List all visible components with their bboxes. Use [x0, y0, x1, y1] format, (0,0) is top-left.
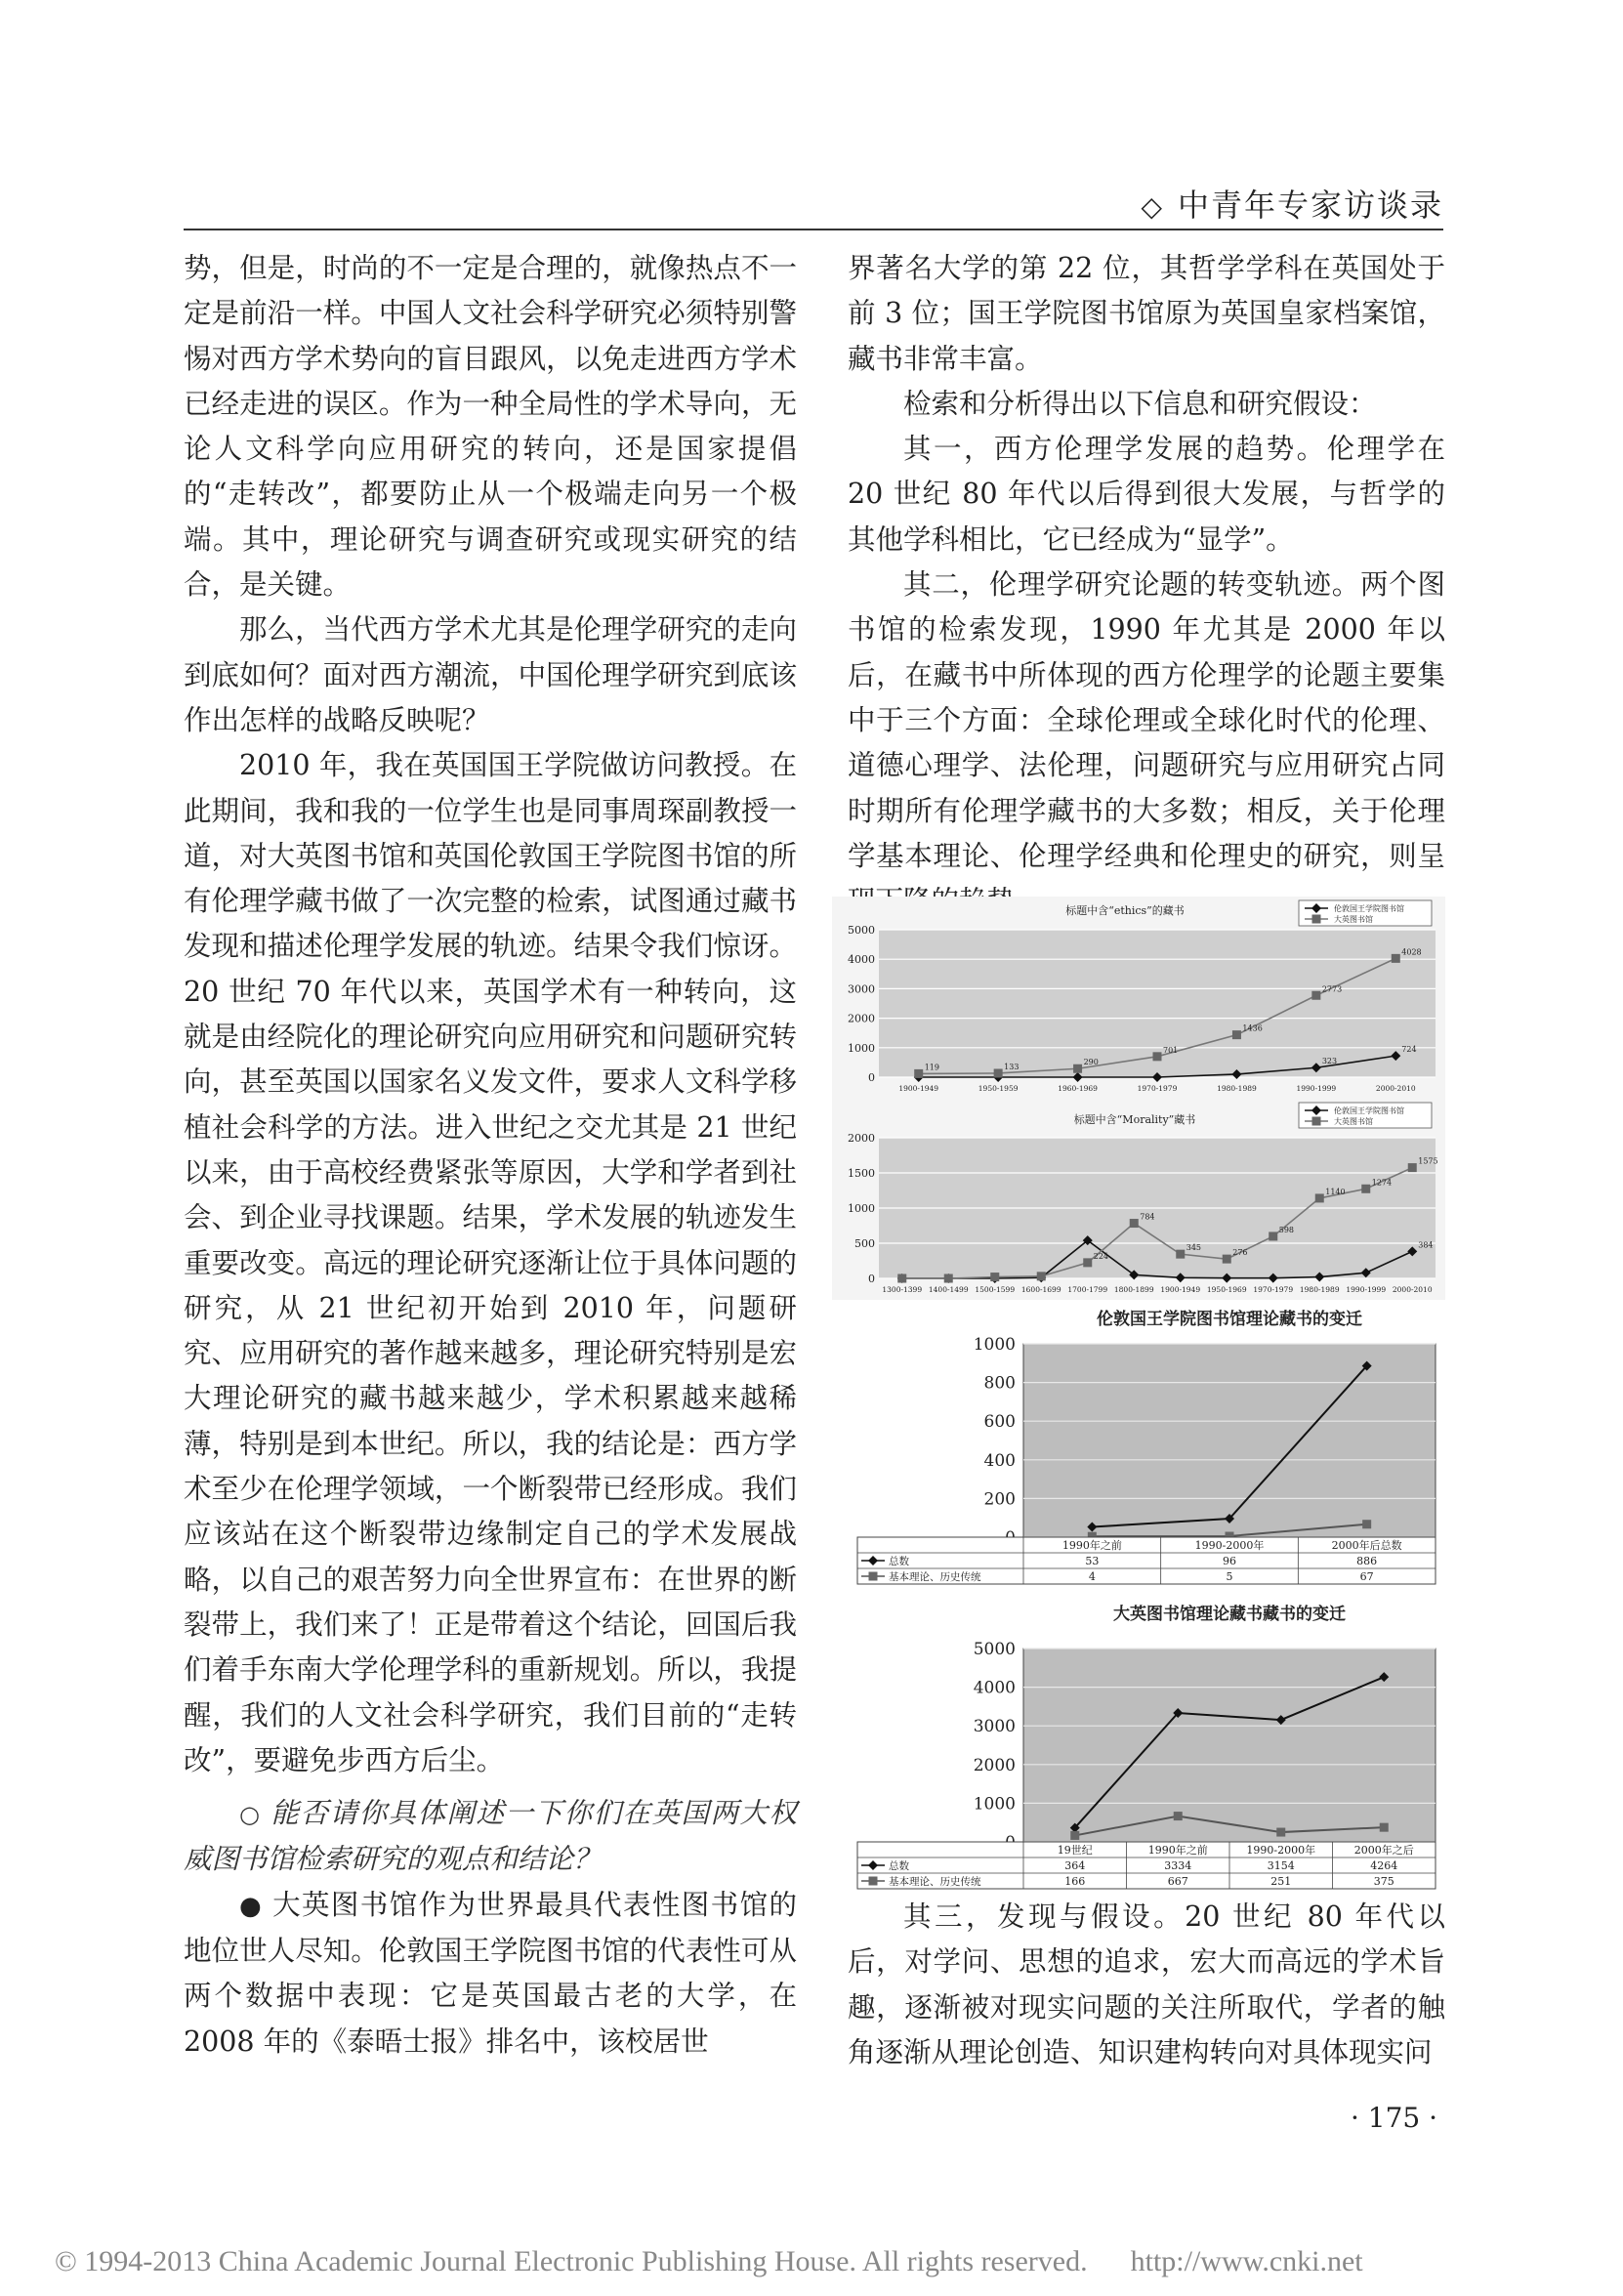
- footer: [55, 2245, 1363, 2278]
- paragraph: 其二，伦理学研究论题的转变轨迹。两个图书馆的检索发现，1990 年尤其是 2000 年以后，在藏书中所体现的西方伦理学的论题主要集中于三个方面：全球伦理或全球化时代的伦理、道德心理学、法伦理，问题研究与应用研究占同时期所有伦理学藏书的大多数；相反，关于伦理学基本理论、伦理学经典和伦理史的研究，则呈: [848, 568, 1445, 872]
- question-circle-icon: ○: [239, 1801, 262, 1829]
- x-tick-label: 1960-1969: [1058, 1084, 1098, 1093]
- chart-ethics-holdings: [832, 897, 1445, 1099]
- answer-bullet-icon: ●: [239, 1891, 264, 1921]
- x-tick-label: 19世纪: [1057, 1844, 1093, 1857]
- y-tick-label: 0: [868, 1273, 875, 1285]
- data-label: 323: [1321, 1057, 1338, 1066]
- data-point: [1070, 1831, 1079, 1840]
- footer-url: http://www.cnki.net: [1130, 2245, 1363, 2277]
- legend-label: 基本理论、历史传统: [889, 1876, 981, 1888]
- x-tick-label: 1700-1799: [1067, 1285, 1108, 1294]
- data-label: 1274: [1371, 1178, 1393, 1188]
- data-label: 1575: [1418, 1156, 1438, 1166]
- table-value: 5: [1226, 1570, 1233, 1583]
- legend-marker: [1312, 915, 1321, 924]
- x-tick-label: 1300-1399: [882, 1285, 923, 1294]
- chart-british-library-theory: [848, 1598, 1445, 1891]
- data-label: 224: [1093, 1251, 1109, 1261]
- chart-title: 标题中含“Morality”藏书: [1073, 1113, 1196, 1126]
- legend-label: 大英图书馆: [1334, 1117, 1373, 1126]
- table-value: 251: [1270, 1875, 1292, 1888]
- data-point: [1380, 1823, 1389, 1832]
- y-tick-label: 2000: [848, 1132, 875, 1145]
- data-point: [944, 1274, 953, 1283]
- interview-question: [184, 1791, 797, 1883]
- table-value: 375: [1373, 1875, 1394, 1888]
- legend-label: 大英图书馆: [1334, 915, 1373, 924]
- paragraph: 势，但是，时尚的不一定是合理的，就像热点不一定是前沿一样。中国人文社会科学研究必须特别警惕对西方学术势向的盲目跟风，以免走进西方学术已经走进的误区。作为一种全局性的学术导向，无论人文科学向应用研究的转向，还是国家提倡的“走转改”，都要防止从一个极端走向另一个极端。其中，理论研究与调查研究或现实研究的结合，是关键。: [184, 252, 797, 602]
- header-rule: [184, 229, 1443, 230]
- data-label: 784: [1140, 1212, 1155, 1222]
- data-point: [1083, 1258, 1092, 1267]
- table-value: 667: [1167, 1875, 1188, 1888]
- table-value: 886: [1356, 1555, 1378, 1567]
- paragraph: 其一，西方伦理学发展的趋势。伦理学在 20 世纪 80 年代以后得到很大发展，与哲学的其他学科相比，它已经成为“显学”。: [848, 433, 1445, 556]
- y-tick-label: 5000: [848, 924, 875, 937]
- chart-svg: [832, 897, 1445, 1099]
- data-point: [1276, 1828, 1285, 1837]
- data-point: [1176, 1250, 1185, 1259]
- data-point: [1315, 1193, 1324, 1202]
- data-point: [1408, 1163, 1417, 1172]
- x-tick-label: 1500-1599: [975, 1285, 1016, 1294]
- data-table: [857, 1842, 1436, 1889]
- data-point: [1232, 1030, 1241, 1039]
- chart-svg: [848, 1598, 1445, 1891]
- data-label: 2773: [1321, 984, 1343, 994]
- paragraph: 界著名大学的第 22 位，其哲学学科在英国处于前 3 位；国王学院图书馆原为英国皇家档案馆，藏书非常丰富。: [848, 252, 1445, 375]
- y-tick-label: 4000: [848, 953, 875, 967]
- answer-text: 大英图书馆作为世界最具代表性图书馆的地位世人尽知。伦敦国王学院图书馆的代表性可从两个数据中表现：它是英国最古老的大学，在 2008 年的《泰晤士报》排名中，该校居世: [184, 1888, 797, 2058]
- data-point: [1153, 1052, 1162, 1061]
- chart-title: 伦敦国王学院图书馆理论藏书的变迁: [1097, 1310, 1362, 1329]
- chart-kings-college-theory: [848, 1303, 1445, 1586]
- y-tick-label: 500: [854, 1237, 875, 1250]
- legend-marker: [869, 1572, 878, 1581]
- chart-title: 大英图书馆理论藏书藏书的变迁: [1113, 1605, 1346, 1624]
- legend-label: 总数: [889, 1860, 909, 1872]
- y-tick-label: 800: [983, 1373, 1016, 1394]
- legend-label: 伦敦国王学院图书馆: [1334, 1106, 1404, 1115]
- y-tick-label: 1000: [848, 1041, 875, 1055]
- x-tick-label: 1990年之前: [1061, 1539, 1122, 1552]
- table-value: 67: [1359, 1570, 1374, 1583]
- data-label: 384: [1418, 1240, 1434, 1250]
- data-point: [1362, 1520, 1371, 1528]
- interview-answer: [184, 1883, 797, 2065]
- y-tick-label: 600: [983, 1412, 1016, 1433]
- legend-label: 基本理论、历史传统: [889, 1571, 981, 1583]
- y-tick-label: 2000: [973, 1755, 1016, 1775]
- data-label: 119: [924, 1063, 939, 1072]
- x-tick-label: 1600-1699: [1020, 1285, 1061, 1294]
- legend: [1299, 900, 1432, 926]
- table-value: 53: [1085, 1555, 1100, 1567]
- header-title: 中青年专家访谈录: [1177, 187, 1443, 224]
- legend: [1299, 1103, 1432, 1128]
- x-tick-label: 1990-1999: [1296, 1084, 1337, 1093]
- running-header: [184, 181, 1443, 230]
- y-tick-label: 2000: [848, 1012, 875, 1025]
- paragraph: 2010 年，我在英国国王学院做访问教授。在此期间，我和我的一位学生也是同事周琛副教授一道，对大英图书馆和英国伦敦国王学院图书馆的所有伦理学藏书做了一次完整的检索，试图通过藏书发现和描述伦理学发展的轨迹。结果令我们惊讶。20 世纪 70 年代以来，英国学术有一种转向，这就是由经院化的理论研究向应用研究和问题研究转向，甚至英国以国家名义发文件，要求人文科学移植社会科学的方法。进入世纪之交尤其是 21 世纪以来，由于高校经费紧张等原因，大学和学者到社会、到企业寻找课题。结果，学术发展的轨迹发生重要改变。高远的理论研究逐渐让位于具体问题的研究，从 21 世纪初开始到 2010 年，问题研究、应用研究的著作越来越多，理论研究特别是宏大理论研究的藏书越来越少，学术积累越来越稀薄，特别是到本世纪。所以，我的结论是：西方学术至少在伦理学领域，一个断裂带已经形成。我们应该站在这个断裂带边缘制定自己的学术发展战略，以自己的艰苦努力向全世界宣布：在世界的断裂带上，我们来了！正是带着这个结论，回国后我们着手东南大学伦理学科的重新规划。所以，我提醒，我们的人文社会科学研究，我们目前的“走转改”，要避免步西方后尘。: [184, 749, 797, 1776]
- chart-title: 标题中含“ethics”的藏书: [1065, 904, 1185, 917]
- right-column-bottom: [848, 1895, 1445, 2075]
- x-tick-label: 1950-1959: [978, 1084, 1019, 1093]
- data-label: 133: [1004, 1062, 1020, 1071]
- x-tick-label: 2000-2010: [1392, 1285, 1433, 1294]
- data-point: [1223, 1255, 1231, 1264]
- data-label: 4028: [1401, 947, 1422, 957]
- question-text: 能否请你具体阐述一下你们在英国两大权威图书馆检索研究的观点和结论？: [184, 1797, 797, 1876]
- data-point: [1073, 1065, 1082, 1073]
- legend-marker: [869, 1877, 878, 1886]
- table-value: 3334: [1164, 1859, 1192, 1872]
- data-table: [857, 1537, 1436, 1584]
- plot-area: [1023, 1344, 1436, 1537]
- x-tick-label: 1900-1949: [1160, 1285, 1201, 1294]
- y-tick-label: 200: [983, 1489, 1016, 1510]
- data-point: [1174, 1812, 1183, 1820]
- x-tick-label: 1950-1969: [1206, 1285, 1247, 1294]
- x-tick-label: 1900-1949: [898, 1084, 939, 1093]
- data-point: [994, 1068, 1003, 1077]
- paragraph: 检索和分析得出以下信息和研究假设：: [903, 387, 1377, 420]
- data-point: [1130, 1219, 1139, 1228]
- data-point: [1037, 1272, 1046, 1280]
- y-tick-label: 3000: [848, 982, 875, 996]
- x-tick-label: 1980-1989: [1217, 1084, 1257, 1093]
- data-label: 701: [1163, 1045, 1179, 1055]
- data-point: [1392, 954, 1400, 963]
- chart-svg: [848, 1303, 1445, 1586]
- y-tick-label: 1500: [848, 1167, 875, 1180]
- data-point: [1361, 1185, 1370, 1193]
- copyright-text: © 1994-2013 China Academic Journal Electronic Publishing House. All rights reserved.: [55, 2245, 1088, 2277]
- x-tick-label: 1800-1899: [1113, 1285, 1154, 1294]
- x-tick-label: 2000年后总数: [1331, 1539, 1402, 1552]
- table-value: 96: [1223, 1555, 1236, 1567]
- x-tick-label: 1980-1989: [1299, 1285, 1340, 1294]
- data-point: [1269, 1231, 1277, 1240]
- table-value: 3154: [1267, 1859, 1295, 1872]
- chart-svg: [832, 1099, 1445, 1300]
- x-tick-label: 1400-1499: [928, 1285, 969, 1294]
- table-value: 4: [1088, 1570, 1096, 1583]
- page-number: · 175 ·: [1350, 2102, 1437, 2134]
- legend-label: 总数: [889, 1556, 909, 1567]
- data-label: 1436: [1242, 1023, 1263, 1033]
- x-tick-label: 1970-1979: [1137, 1084, 1178, 1093]
- data-label: 345: [1186, 1243, 1202, 1253]
- chart-morality-holdings: [832, 1099, 1445, 1300]
- table-value: 4264: [1370, 1859, 1398, 1872]
- y-tick-label: 1000: [973, 1794, 1016, 1815]
- paragraph: 那么，当代西方学术尤其是伦理学研究的走向到底如何？面对西方潮流，中国伦理学研究到底该作出怎样的战略反映呢？: [184, 613, 797, 736]
- x-tick-label: 1990-2000年: [1194, 1539, 1265, 1552]
- x-tick-label: 1970-1979: [1253, 1285, 1294, 1294]
- y-tick-label: 0: [868, 1071, 875, 1084]
- data-label: 724: [1401, 1045, 1417, 1055]
- data-label: 1140: [1325, 1187, 1346, 1196]
- data-label: 276: [1232, 1248, 1248, 1258]
- data-label: 598: [1278, 1225, 1295, 1234]
- plot-area: [1023, 1649, 1436, 1842]
- legend-label: 伦敦国王学院图书馆: [1334, 904, 1404, 913]
- data-point: [1311, 991, 1320, 1000]
- y-tick-label: 4000: [973, 1678, 1016, 1698]
- x-tick-label: 1990年之前: [1147, 1844, 1208, 1857]
- y-tick-label: 400: [983, 1450, 1016, 1471]
- y-tick-label: 1000: [848, 1202, 875, 1215]
- left-column: [184, 246, 797, 2065]
- y-tick-label: 1000: [973, 1335, 1016, 1355]
- y-tick-label: 3000: [973, 1717, 1016, 1737]
- data-point: [897, 1274, 906, 1283]
- paragraph: 其三，发现与假设。20 世纪 80 年代以后，对学问、思想的追求，宏大而高远的学术旨趣，逐渐被对现实问题的关注所取代，学者的触角逐渐从理论创造、知识建构转向对具体现实问: [848, 1900, 1445, 2068]
- data-label: 290: [1083, 1058, 1099, 1067]
- legend-marker: [1312, 1117, 1321, 1126]
- right-column: [848, 246, 1445, 924]
- table-value: 364: [1064, 1859, 1086, 1872]
- y-tick-label: 5000: [973, 1640, 1016, 1659]
- x-tick-label: 1990-2000年: [1246, 1844, 1316, 1857]
- x-tick-label: 2000年之后: [1353, 1844, 1414, 1857]
- data-point: [914, 1069, 923, 1078]
- data-point: [990, 1273, 999, 1281]
- x-tick-label: 2000-2010: [1375, 1084, 1416, 1093]
- table-value: 166: [1064, 1875, 1086, 1888]
- diamond-icon: ◇: [1141, 190, 1164, 223]
- x-tick-label: 1990-1999: [1346, 1285, 1387, 1294]
